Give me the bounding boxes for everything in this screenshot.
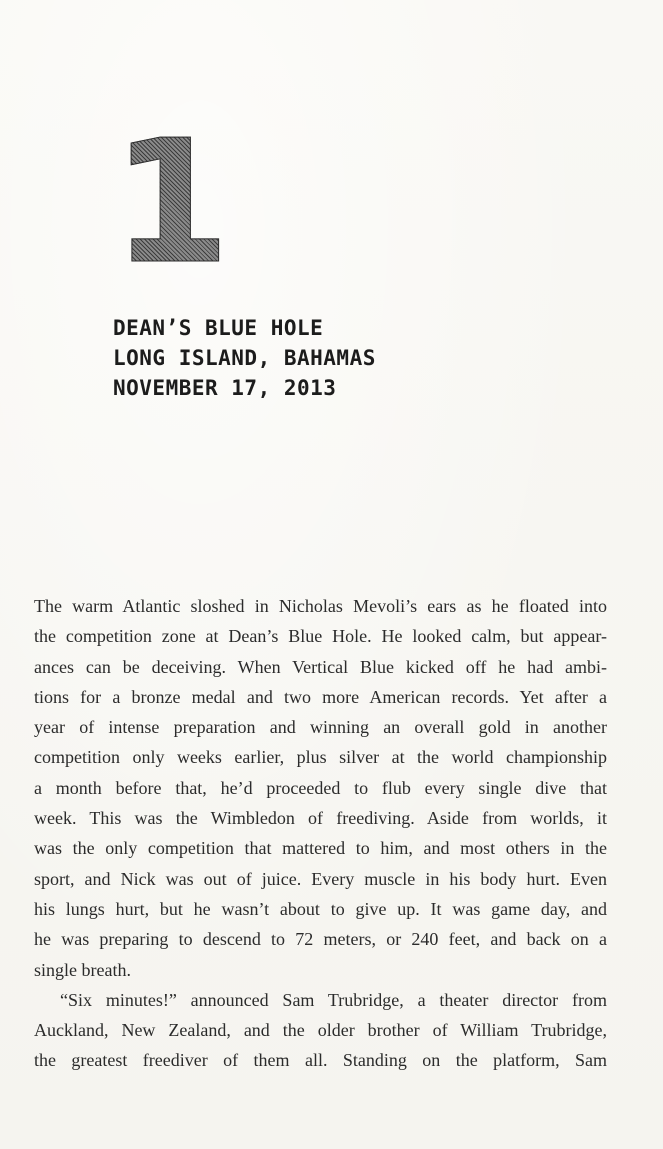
text-line: the competition zone at Dean’s Blue Hole. He looked calm, but appear- — [34, 626, 607, 647]
text-line: The warm Atlantic sloshed in Nicholas Mevoli’s ears as he floated into — [34, 596, 607, 616]
text-line: Auckland, New Zealand, and the older brother of William Trubridge, — [34, 1020, 607, 1041]
chapter-heading-line-date: NOVEMBER 17, 2013 — [113, 376, 337, 400]
text-line: competition only weeks earlier, plus silver at the world championship — [34, 747, 607, 768]
text-line: a month before that, he’d proceeded to flub every single dive that — [34, 777, 607, 798]
chapter-heading-line-place: LONG ISLAND, BAHAMAS — [113, 346, 376, 370]
text-line: he was preparing to descend to 72 meters, or 240 feet, and back on a — [34, 929, 607, 950]
text-line: was the only competition that mattered to him, and most others in the — [34, 838, 607, 859]
paragraph-1 — [34, 591, 607, 985]
text-line: the greatest freediver of them all. Standing on the platform, Sam — [34, 1050, 607, 1071]
text-line: sport, and Nick was out of juice. Every muscle in his body hurt. Even — [34, 868, 607, 889]
chapter-number: 1 — [112, 104, 231, 302]
text-line: ances can be deceiving. When Vertical Blue kicked off he had ambi- — [34, 656, 607, 677]
text-line: year of intense preparation and winning an overall gold in another — [34, 717, 607, 738]
text-line: his lungs hurt, but he wasn’t about to give up. It was game day, and — [34, 898, 607, 919]
text-line: single breath. — [34, 959, 131, 980]
text-line: week. This was the Wimbledon of freediving. Aside from worlds, it — [34, 808, 607, 829]
body-text — [34, 591, 607, 1076]
chapter-heading-line-location: DEAN’S BLUE HOLE — [113, 316, 324, 340]
text-line: “Six minutes!” announced Sam Trubridge, a theater director from — [60, 989, 607, 1010]
chapter-heading — [113, 313, 376, 403]
text-line: tions for a bronze medal and two more American records. Yet after a — [34, 686, 607, 707]
paragraph-2 — [34, 985, 607, 1076]
